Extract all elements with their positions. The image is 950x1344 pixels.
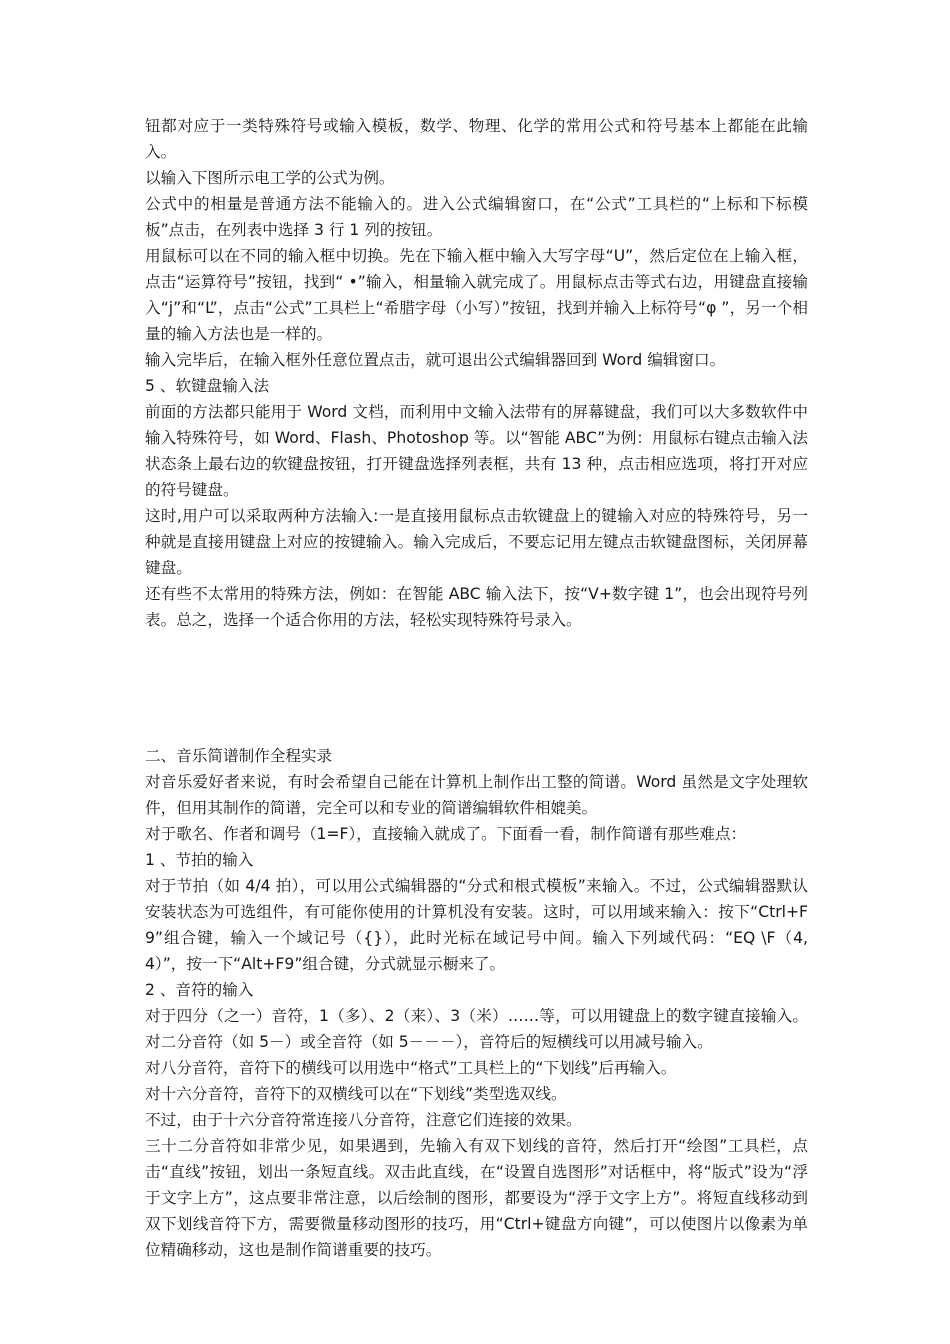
paragraph-music-intro: 对音乐爱好者来说，有时会希望自己能在计算机上制作出工整的简谱。Word 虽然是文字处理软件，但用其制作的简谱，完全可以和专业的简谱编辑软件相媲美。	[145, 773, 808, 817]
paragraph-thirty-second-notes: 三十二分音符如非常少见，如果遇到，先输入有双下划线的音符，然后打开“绘图”工具栏，点击“直线”按钮，划出一条短直线。双击此直线，在“设置自选图形”对话框中，将“版式”设为“浮于文字上方”，这点要非常注意，以后绘制的图形，都要设为“浮于文字上方”。将短直线移动到双下划线音符下方，需要微量移动图形的技巧，用“Ctrl+键盘方向键”，可以使图片以像素为单位精确移动，这也是制作简谱重要的技巧。	[145, 1137, 808, 1259]
document-page	[145, 113, 808, 1263]
paragraph-soft-keyboard-intro: 前面的方法都只能用于 Word 文档，而利用中文输入法带有的屏幕键盘，我们可以大多数软件中输入特殊符号，如 Word、Flash、Photoshop 等。以“智能 ABC”为例：用鼠标右键点击输入法状态条上最右边的软键盘按钮，打开键盘选择列表框，共有 13 种，点击相应选项，将打开对应的符号键盘。	[145, 403, 808, 499]
paragraph-quarter-notes: 对于四分（之一）音符，1（多）、2（来）、3（米）……等，可以用键盘上的数字键直接输入。对二分音符（如 5－）或全音符（如 5－－－），音符后的短横线可以用减号输入。	[145, 1007, 808, 1051]
paragraph-sixteenth-notes: 对十六分音符，音符下的双横线可以在“下划线”类型选双线。	[145, 1085, 567, 1103]
paragraph-other-methods: 还有些不太常用的特殊方法，例如：在智能 ABC 输入法下，按“V+数字键 1”，也会出现符号列表。总之，选择一个适合你用的方法，轻松实现特殊符号录入。	[145, 585, 808, 629]
heading-soft-keyboard: 5 、软键盘输入法	[145, 377, 270, 395]
paragraph-connection-note: 不过，由于十六分音符常连接八分音符，注意它们连接的效果。	[145, 1111, 582, 1129]
heading-note-input: 2 、音符的输入	[145, 981, 254, 999]
paragraph-time-signature: 对于节拍（如 4/4 拍），可以用公式编辑器的“分式和根式模板”来输入。不过，公式编辑器默认安装状态为可选组件，有可能你使用的计算机没有安装。这时，可以用域来输入：按下“Ctrl+F9”组合键，输入一个域记号（{}），此时光标在域记号中间。输入下列域代码：“EQ \F（4,4）”，按一下“Alt+F9”组合键，分式就显示橱来了。	[145, 877, 808, 973]
paragraph-exit-editor: 输入完毕后，在输入框外任意位置点击，就可退出公式编辑器回到 Word 编辑窗口。	[145, 351, 726, 369]
heading-music-notation: 二、音乐简谱制作全程实录	[145, 747, 333, 765]
paragraph-input-box-switch: 用鼠标可以在不同的输入框中切换。先在下输入框中输入大写字母“U”，然后定位在上输入框，点击“运算符号”按钮，找到“ •”输入，相量输入就完成了。用鼠标点击等式右边，用键盘直接输入“j”和“L”，点击“公式”工具栏上“希腊字母（小写）”按钮，找到并输入上标符号“φ ”，另一个相量的输入方法也是一样的。	[145, 247, 808, 343]
paragraph-two-input-methods: 这时,用户可以采取两种方法输入:一是直接用鼠标点击软键盘上的键输入对应的特殊符号，另一种就是直接用键盘上对应的按键输入。输入完成后，不要忘记用左键点击软键盘图标，关闭屏幕键盘。	[145, 507, 808, 577]
paragraph-symbol-templates: 钮都对应于一类特殊符号或输入模板，数学、物理、化学的常用公式和符号基本上都能在此输入。	[145, 117, 808, 161]
paragraph-song-title-key: 对于歌名、作者和调号（1=F），直接输入就成了。下面看一看，制作简谱有那些难点：	[145, 825, 747, 843]
heading-time-signature: 1 、节拍的输入	[145, 851, 254, 869]
paragraph-formula-example: 以输入下图所示电工学的公式为例。	[145, 169, 395, 187]
paragraph-eighth-notes: 对八分音符，音符下的横线可以用选中“格式”工具栏上的“下划线”后再输入。	[145, 1059, 677, 1077]
paragraph-phasor-input: 公式中的相量是普通方法不能输入的。进入公式编辑窗口，在“公式”工具栏的“上标和下标模板”点击，在列表中选择 3 行 1 列的按钮。	[145, 195, 808, 239]
section-spacer	[145, 633, 808, 743]
